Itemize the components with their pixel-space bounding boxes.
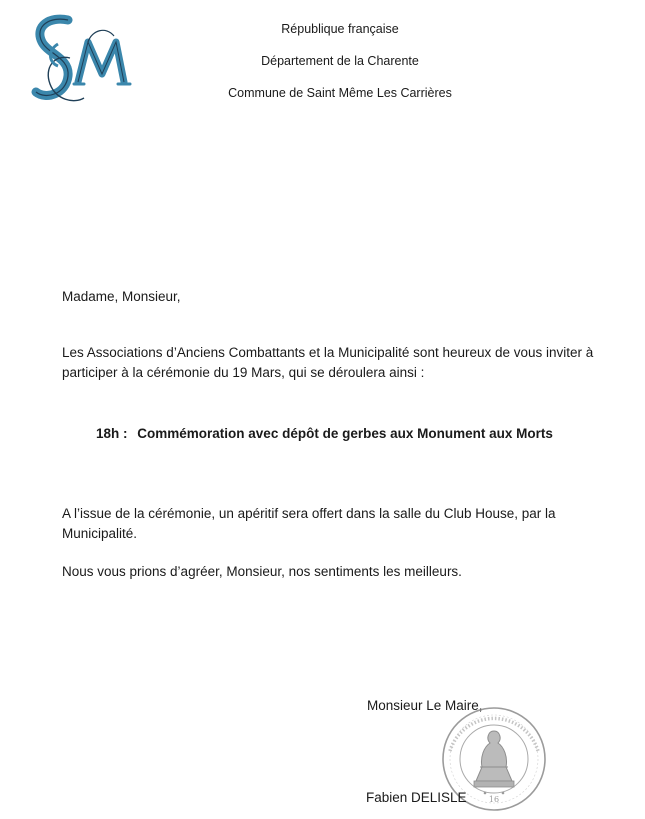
invitation-paragraph: Les Associations d’Anciens Combattants et la Municipalité sont heureux de vous inviter à participer à la cérémonie du 19 Mars, qui se déroulera ainsi :	[62, 345, 594, 380]
logo-monogram-icon	[28, 14, 140, 110]
event-line	[96, 426, 596, 441]
header-country: République française	[281, 22, 399, 36]
seal-number-mark: 16	[488, 795, 500, 804]
signatory-name: Fabien DELISLE	[366, 790, 467, 805]
header-commune: Commune de Saint Même Les Carrières	[228, 86, 452, 100]
event-time: 18h :	[96, 426, 128, 441]
commune-logo	[28, 14, 140, 110]
event-description: Commémoration avec dépôt de gerbes aux Monument aux Morts	[137, 426, 553, 441]
header-department: Département de la Charente	[261, 54, 419, 68]
salutation: Madame, Monsieur,	[62, 289, 181, 304]
letterhead	[190, 20, 490, 116]
signatory-title: Monsieur Le Maire,	[367, 698, 483, 713]
reception-paragraph: A l’issue de la cérémonie, un apéritif sera offert dans la salle du Club House, par la Municipalité.	[62, 506, 556, 541]
closing-paragraph: Nous vous prions d’agréer, Monsieur, nos sentiments les meilleurs.	[62, 564, 462, 579]
